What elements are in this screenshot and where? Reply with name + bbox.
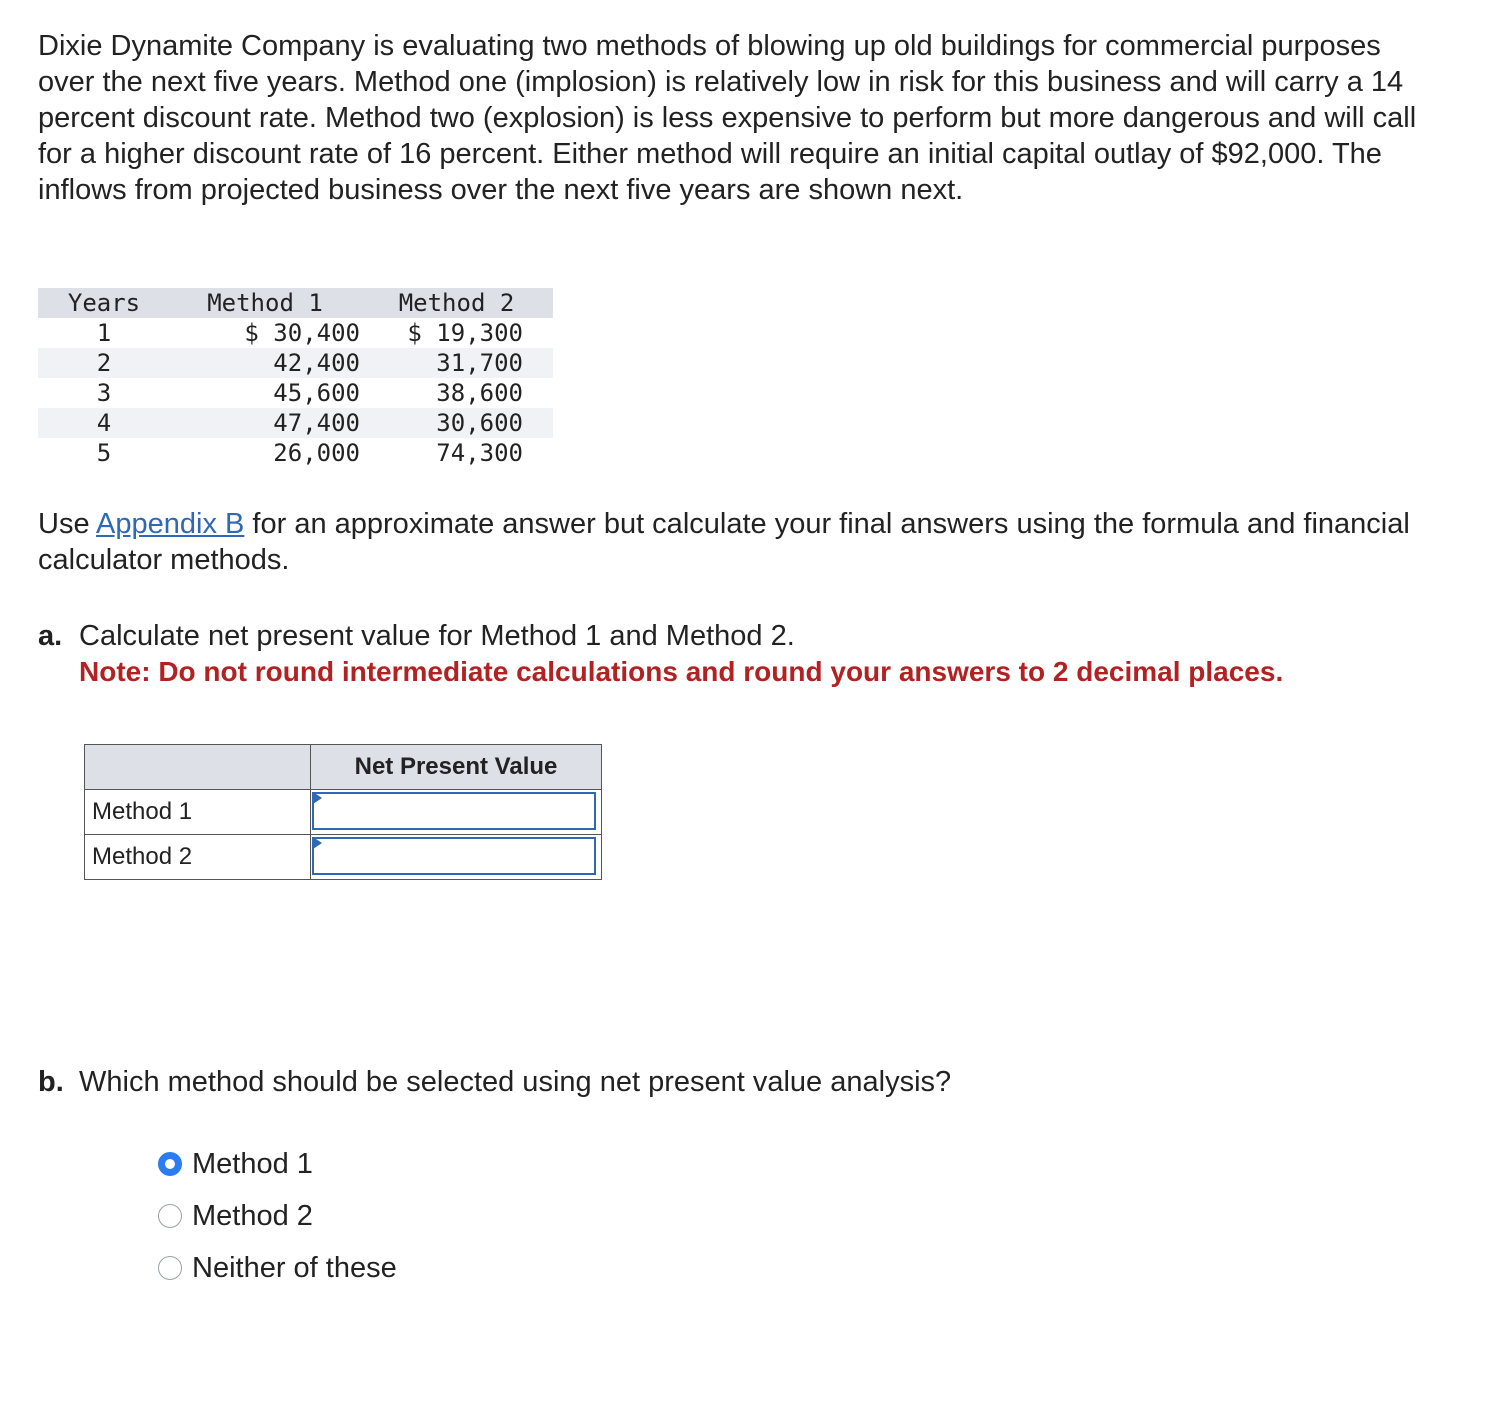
npv-input-method-2[interactable] [312,837,596,875]
year-cell: 4 [38,408,170,438]
npv-cell-method-2 [311,835,602,880]
npv-header-row [85,745,602,790]
method-2-cell: $ 19,300 [407,319,523,347]
table-row [38,348,553,378]
npv-answer-table [84,744,602,880]
table-row [38,438,553,468]
npv-row-label-method-2: Method 2 [85,835,311,880]
table-row [85,790,602,835]
option-method-1[interactable] [158,1138,397,1190]
cash-flow-table [38,288,553,468]
part-b-options [158,1138,397,1294]
method-1-cell: 26,000 [273,439,360,467]
method-2-cell: 30,600 [436,409,523,437]
option-method-2[interactable] [158,1190,397,1242]
radio-neither[interactable] [158,1256,182,1280]
method-1-cell: 45,600 [273,379,360,407]
appendix-instruction [38,506,1458,578]
header-years: Years [38,288,170,318]
table-row [38,378,553,408]
npv-row-label-method-1: Method 1 [85,790,311,835]
year-cell: 3 [96,379,112,407]
cell-marker-icon [313,792,322,804]
header-method-1: Method 1 [170,288,360,318]
method-2-cell: 38,600 [436,379,523,407]
radio-method-2[interactable] [158,1204,182,1228]
part-a-label: a. [38,620,63,652]
option-neither[interactable] [158,1242,397,1294]
method-1-cell: 47,400 [273,409,360,437]
method-2-cell: 74,300 [436,439,523,467]
table-row [38,318,553,348]
part-a-question [38,618,795,654]
part-b-question [38,1064,951,1100]
method-1-cell: $ 30,400 [244,319,360,347]
cash-flow-header-row [38,288,553,318]
part-b-label: b. [38,1066,64,1098]
npv-header: Net Present Value [311,745,602,790]
appendix-prefix: Use [38,508,97,540]
npv-cell-method-1 [311,790,602,835]
option-label: Method 1 [192,1147,313,1180]
appendix-b-link[interactable]: Appendix B [96,508,245,540]
year-cell: 1 [96,319,112,347]
option-label: Method 2 [192,1199,313,1232]
appendix-suffix: for an approximate answer but calculate your final answers using the formula and financial calculator methods. [38,508,1410,576]
part-a-text: Calculate net present value for Method 1 and Method 2. [79,620,795,652]
table-row [38,408,553,438]
part-b-text: Which method should be selected using net present value analysis? [79,1066,952,1098]
year-cell: 2 [38,348,170,378]
npv-header-blank [85,745,311,790]
method-1-cell: 42,400 [273,349,360,377]
method-2-cell: 31,700 [436,349,523,377]
cell-marker-icon [313,837,322,849]
problem-intro: Dixie Dynamite Company is evaluating two methods of blowing up old buildings for commercial purposes over the next five years. Method one (implosion) is relatively low in risk for this business and will carry a 14 percent discount rate. Method two (explosion) is less expensive to perform but more dangerous and will call for a higher discount rate of 16 percent. Either method will require an initial capital outlay of $92,000. The inflows from projected business over the next five years are shown next. [38,30,1417,206]
part-a-note: Note: Do not round intermediate calculations and round your answers to 2 decimal places. [79,656,1284,687]
option-label: Neither of these [192,1251,397,1284]
year-cell: 5 [96,439,112,467]
header-method-2: Method 2 [360,288,553,318]
radio-method-1[interactable] [158,1152,182,1176]
npv-input-method-1[interactable] [312,792,596,830]
table-row [85,835,602,880]
